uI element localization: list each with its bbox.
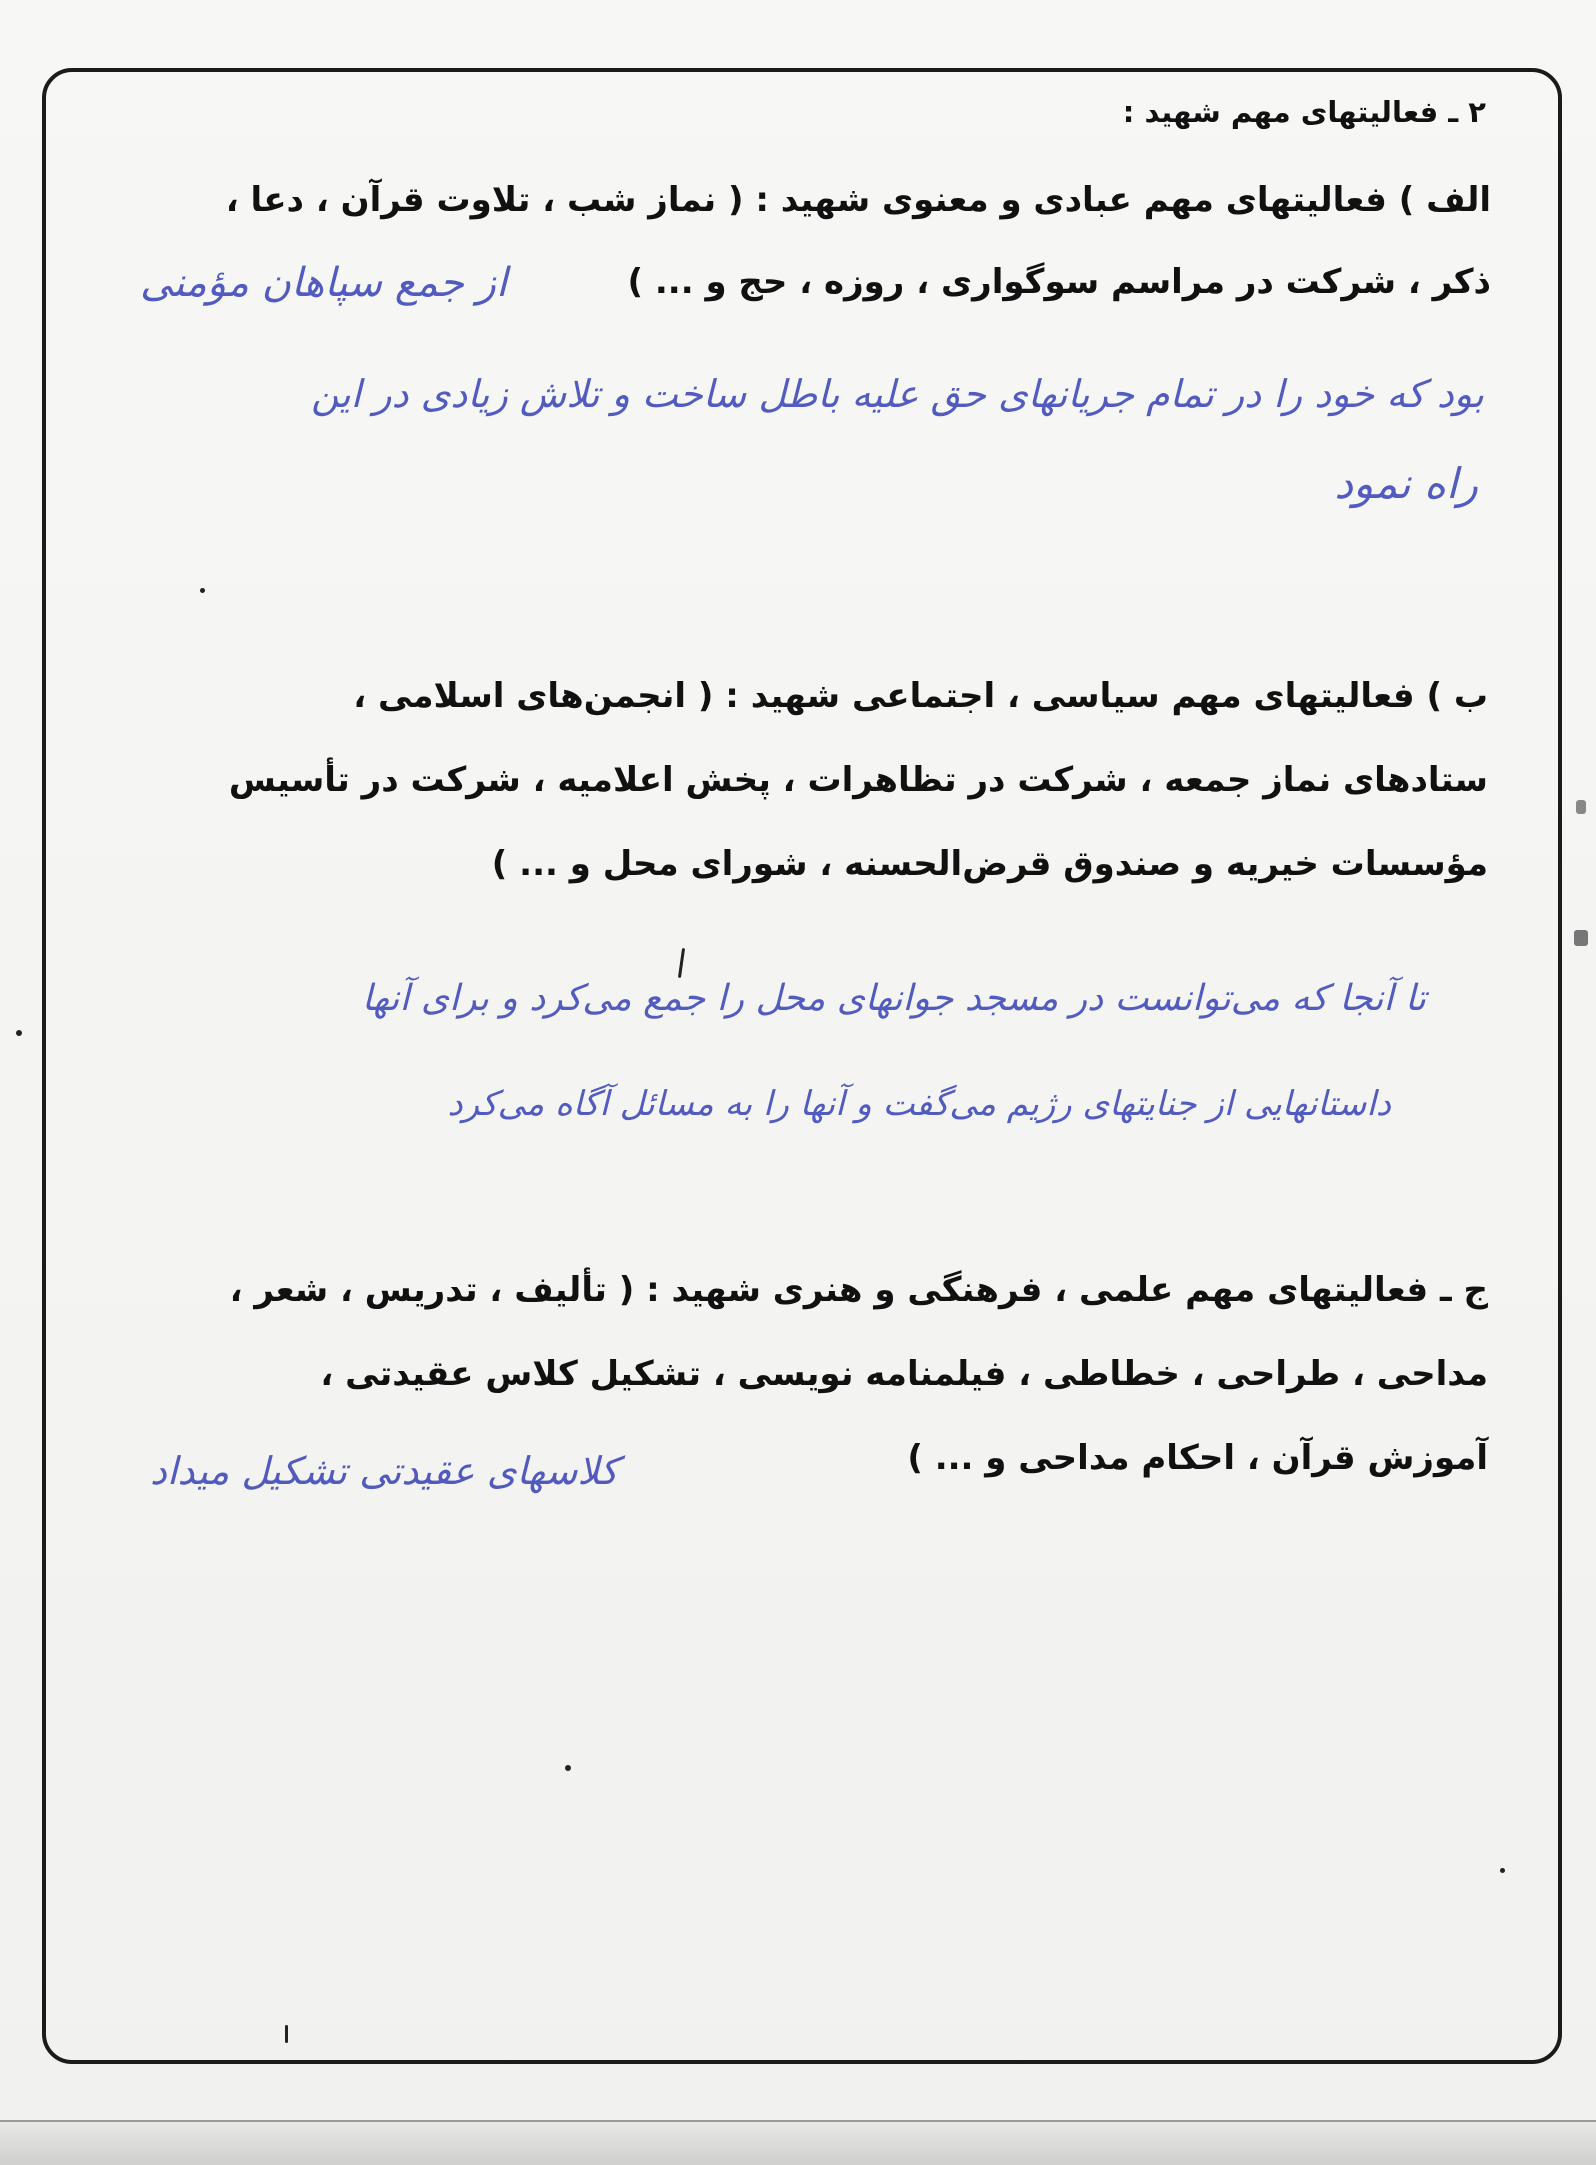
section-heading: ۲ ـ فعالیتهای مهم شهید : xyxy=(1122,95,1486,129)
section-a-line-2: ذکر ، شرکت در مراسم سوگواری ، روزه ، حج و ... ) xyxy=(627,262,1491,302)
handwritten-note-b-2: داستانهایی از جنایتهای رژیم می‌گفت و آنها را به مسائل آگاه می‌کرد xyxy=(447,1084,1391,1124)
section-c-line-2: مداحی ، طراحی ، خطاطی ، فیلمنامه نویسی ، تشکیل کلاس عقیدتی ، xyxy=(320,1354,1488,1394)
section-c-line-3: آموزش قرآن ، احکام مداحی و ... ) xyxy=(907,1438,1488,1478)
section-b-line-3: مؤسسات خیریه و صندوق قرض‌الحسنه ، شورای محل و ... ) xyxy=(491,844,1488,884)
scan-speck xyxy=(565,1765,571,1771)
handwritten-note-a-1: از جمع سپاهان مؤمنی xyxy=(140,260,508,306)
scan-speck xyxy=(16,1030,22,1036)
section-a-line-1: الف ) فعالیتهای مهم عبادی و معنوی شهید : ( نماز شب ، تلاوت قرآن ، دعا ، xyxy=(225,180,1491,220)
scan-speck xyxy=(200,588,205,593)
handwritten-note-c-1: کلاسهای عقیدتی تشکیل میداد xyxy=(150,1449,619,1493)
staple-mark xyxy=(1574,930,1588,946)
staple-mark xyxy=(1576,800,1586,814)
handwritten-note-b-1: تا آنجا که می‌توانست در مسجد جوانهای محل را جمع می‌کرد و برای آنها xyxy=(361,978,1426,1019)
scan-speck xyxy=(285,2025,288,2043)
handwritten-note-a-2: بود که خود را در تمام جریانهای حق علیه باطل ساخت و تلاش زیادی در این xyxy=(311,372,1484,416)
section-b-line-2: ستادهای نماز جمعه ، شرکت در تظاهرات ، پخش اعلامیه ، شرکت در تأسیس xyxy=(228,760,1488,800)
handwritten-note-a-3: راه نمود xyxy=(1334,459,1478,508)
page-bottom-edge xyxy=(0,2120,1596,2165)
section-c-line-1: ج ـ فعالیتهای مهم علمی ، فرهنگی و هنری شهید : ( تألیف ، تدریس ، شعر ، xyxy=(229,1270,1488,1310)
section-b-line-1: ب ) فعالیتهای مهم سیاسی ، اجتماعی شهید : ( انجمن‌های اسلامی ، xyxy=(353,676,1488,716)
scan-speck xyxy=(1500,1868,1505,1873)
